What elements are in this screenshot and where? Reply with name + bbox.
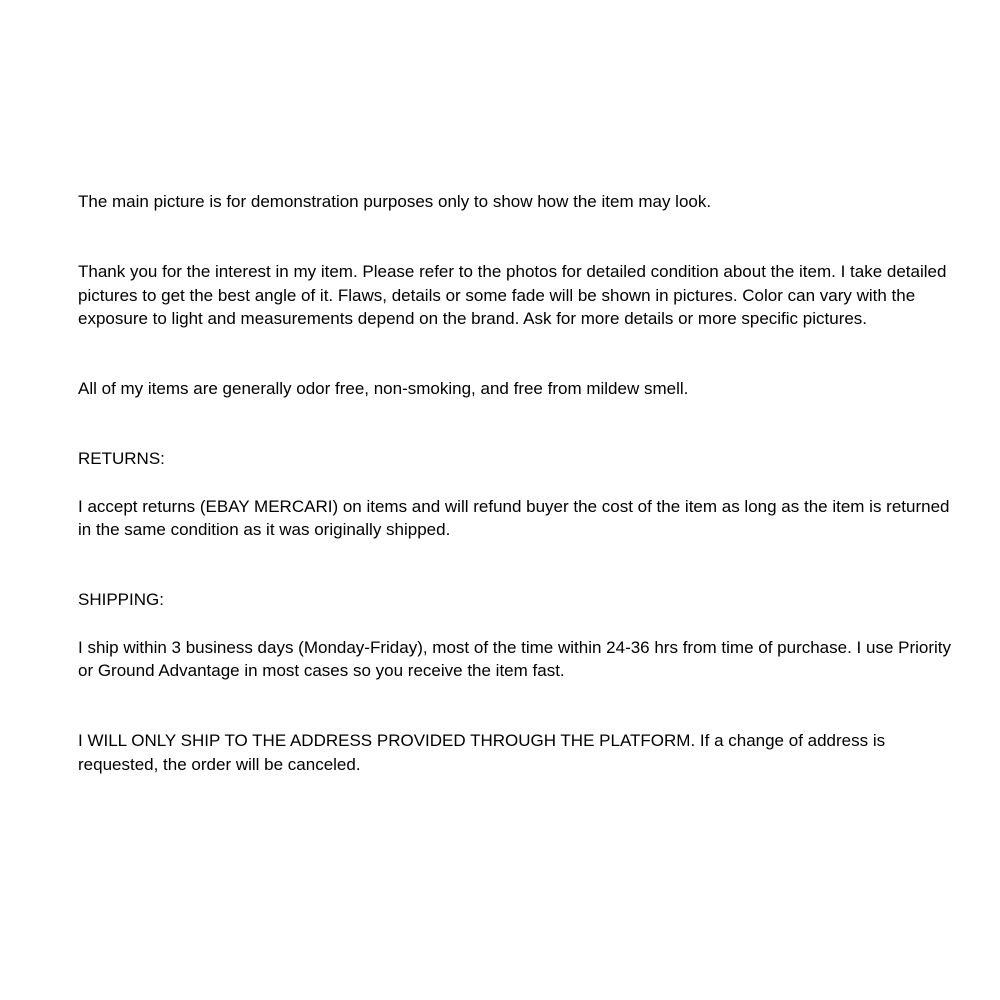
address-policy-paragraph: I WILL ONLY SHIP TO THE ADDRESS PROVIDED THROUGH THE PLATFORM. If a change of address is requested, the order will be canceled. (78, 731, 886, 774)
shipping-heading: SHIPPING: (78, 590, 164, 610)
shipping-policy-paragraph: I ship within 3 business days (Monday-Friday), most of the time within 24-36 hrs from time of purchase. I use Priority or Ground Advantage in most cases so you receive the item fast. (78, 637, 952, 680)
condition-note-paragraph: Thank you for the interest in my item. Please refer to the photos for detailed condition about the item. I take detailed pictures to get the best angle of it. Flaws, details or some fade will be shown in pictures. Color can vary with the exposure to light and measurements depend on the brand. Ask for more details or more specific pictures. (78, 262, 947, 328)
returns-heading: RETURNS: (78, 449, 165, 469)
returns-policy-paragraph: I accept returns (EBAY MERCARI) on items and will refund buyer the cost of the item as long as the item is returned in the same condition as it was originally shipped. (78, 496, 950, 540)
demo-note-paragraph: The main picture is for demonstration purposes only to show how the item may look. (78, 192, 712, 211)
odor-note-paragraph: All of my items are generally odor free, non-smoking, and free from mildew smell. (78, 379, 689, 399)
